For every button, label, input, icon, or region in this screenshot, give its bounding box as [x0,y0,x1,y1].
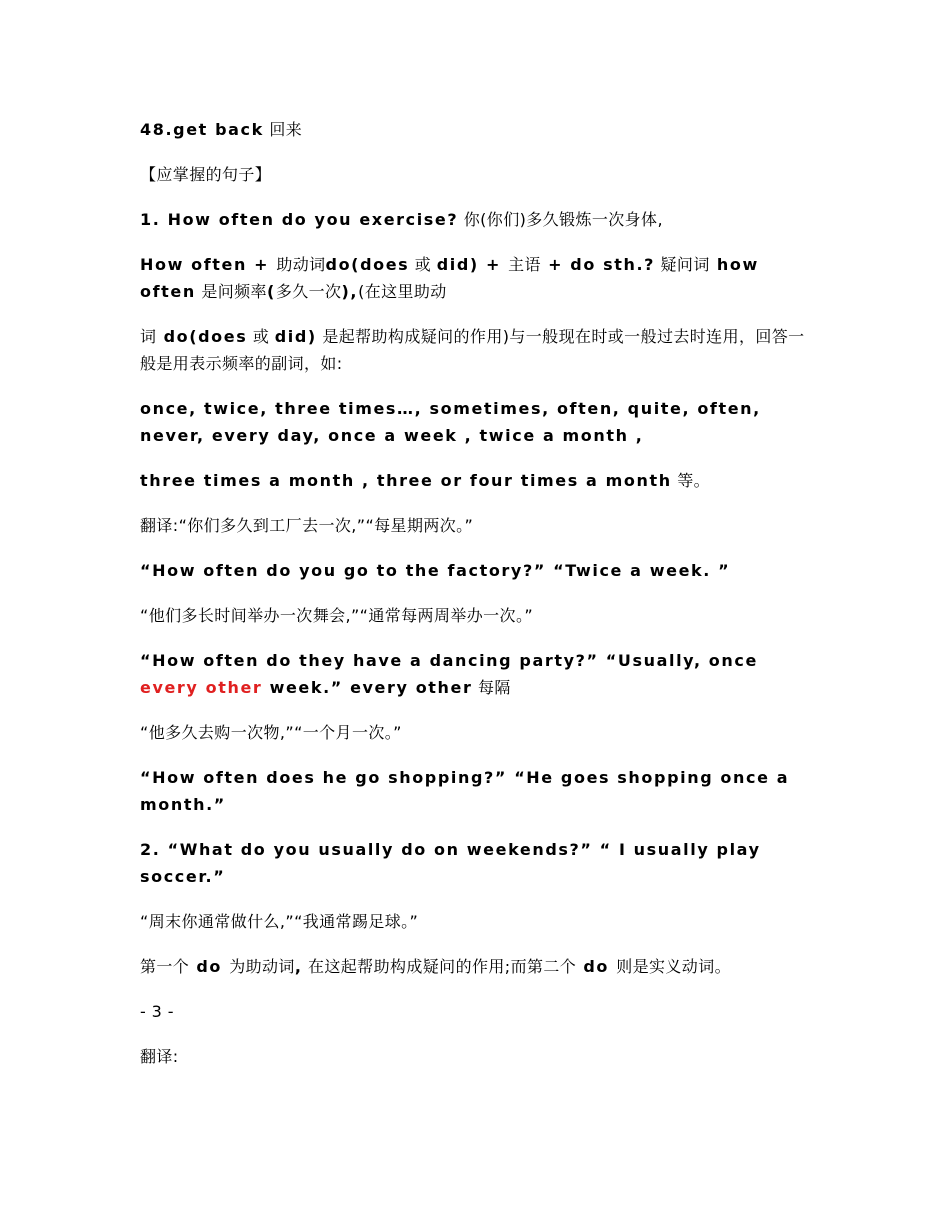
pattern-part: (在这里助动 [358,282,447,301]
example-english-2 [140,647,810,701]
explain-part: do [189,957,230,976]
example-chinese-2: “他们多长时间举办一次舞会,”“通常每两周举办一次。” [140,606,534,625]
pattern-part: 疑问词 [655,255,710,274]
example-part: 每隔 [472,678,511,697]
example-chinese-3: “他多久去购一次物,”“一个月一次。” [140,723,402,742]
explanation-part: do(does [156,327,248,346]
pattern-part: 主语 [508,255,541,274]
explain-part: 则是实义动词。 [616,957,731,976]
explanation-part: did) [274,327,317,346]
section-heading: 【应掌握的句子】 [140,165,272,184]
page-content [140,116,810,1088]
pattern-part: how often [140,255,759,301]
translation-label: 翻译: [140,1047,179,1066]
pattern-part: ), [341,282,359,301]
explanation-part: 或 [247,327,275,346]
grammar-explanation [140,323,810,377]
explain-part: do [576,957,617,976]
pattern-part: do(does [325,255,410,274]
pattern-part: ( [266,282,276,301]
pattern-part: 助动词 [276,255,326,274]
adverbs-suffix: 等。 [671,471,711,490]
highlighted-phrase: every other [140,678,263,697]
frequency-adverbs: once, twice, three times…, sometimes, often, quite, often, never, every day, once a week , twice a month , [140,399,761,445]
sentence-1 [140,206,810,233]
pattern-part: 多久一次 [275,282,342,301]
phrase-chinese: 回来 [263,120,303,139]
pattern-part: 是问频率 [195,282,267,301]
example-part: week.” every other [262,678,473,697]
explain-part: 为助动词 [229,957,295,976]
grammar-pattern [140,251,810,305]
sentence-1-chinese: 你(你们)多久锻炼一次身体, [458,210,663,229]
example-english-3: “How often does he go shopping?” “He goes shopping once a month.” [140,768,790,814]
page-number: - 3 - [140,1002,174,1021]
sentence-2: 2. “What do you usually do on weekends?” “ I usually play soccer.” [140,840,761,886]
explanation-part: 是起帮助构成疑问的作用)与一般现在时或一般过去时连用，回答一般是用表示频率的副词，如: [140,327,805,373]
sentence-2-translation: “周末你通常做什么,”“我通常踢足球。” [140,912,419,931]
phrase-english: 48.get back [140,120,264,139]
pattern-part: 或 [409,255,437,274]
explain-part: , [294,957,303,976]
frequency-adverbs-continued [140,467,810,494]
explain-part: 第一个 [140,957,190,976]
pattern-part: + do sth.? [540,255,656,274]
explain-part: 在这起帮助构成疑问的作用;而第二个 [302,957,577,976]
sentence-1-english: 1. How often do you exercise? [140,210,459,229]
translation-prompt-1: 翻译:“你们多久到工厂去一次,”“每星期两次。” [140,516,474,535]
pattern-part: did) + [436,255,509,274]
pattern-part: How often + [140,255,277,274]
example-part: “How often do they have a dancing party?” “Usually, once [140,651,758,670]
adverbs-english: three times a month , three or four times a month [140,471,672,490]
example-english-1: “How often do you go to the factory?” “Twice a week. ” [140,561,731,580]
do-explanation [140,953,810,980]
phrase-heading [140,116,810,143]
explanation-part: 词 [140,327,157,346]
